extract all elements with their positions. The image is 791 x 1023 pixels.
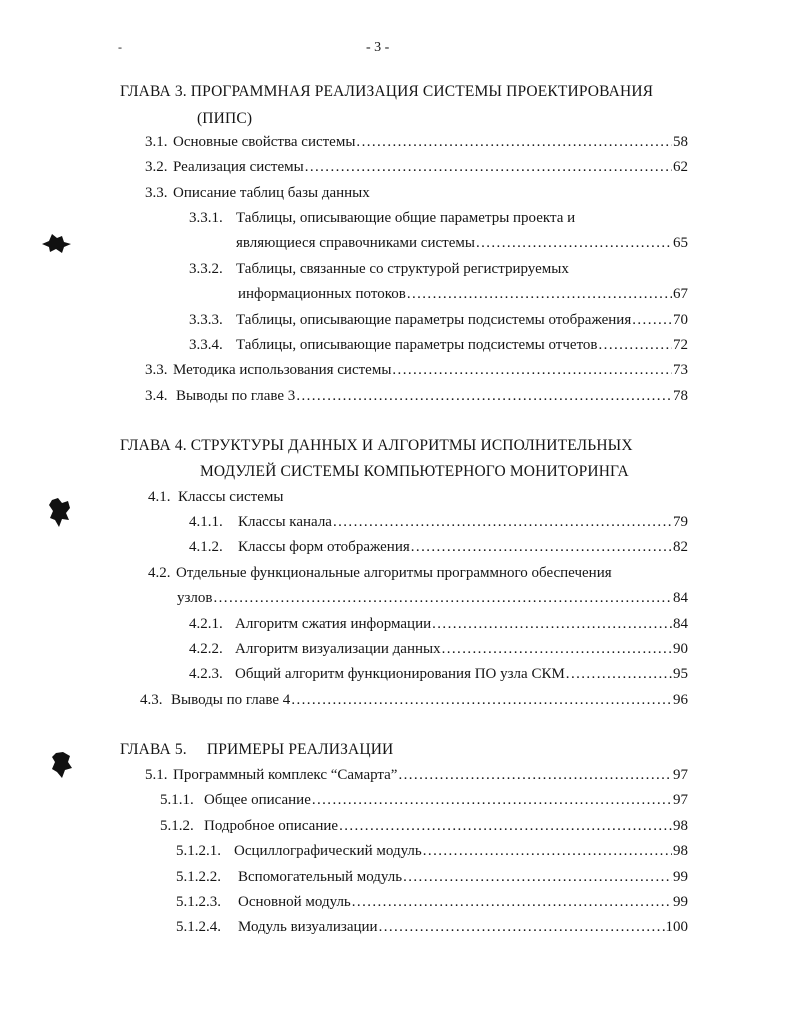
toc-entry-5-1-2-1[interactable] xyxy=(176,843,688,863)
page-number: - 3 - xyxy=(366,40,390,55)
entry-text: Основной модуль xyxy=(238,894,351,910)
dot-leader xyxy=(407,286,672,303)
toc-entry-4-3[interactable] xyxy=(140,692,688,712)
entry-page: 90 xyxy=(673,641,688,657)
entry-number: 4.2.2. xyxy=(189,641,223,657)
entry-number: 5.1.2.1. xyxy=(176,843,221,859)
toc-entry-4-2-cont[interactable] xyxy=(177,590,688,610)
toc-entry-4-1-2[interactable] xyxy=(189,539,688,559)
entry-page: 84 xyxy=(673,616,688,632)
entry-page: 70 xyxy=(673,312,688,328)
entry-number: 4.1.1. xyxy=(189,514,223,530)
toc-entry-4-2[interactable] xyxy=(148,565,612,582)
entry-text: узлов xyxy=(177,590,213,606)
entry-text: Программный комплекс “Самарта” xyxy=(173,767,398,783)
entry-number: 4.2.1. xyxy=(189,616,223,632)
dot-leader xyxy=(398,767,672,784)
entry-number: 5.1.2. xyxy=(160,818,194,834)
entry-page: 100 xyxy=(665,919,688,935)
dot-leader xyxy=(403,869,672,886)
chapter3-title-cont: (ПИПС) xyxy=(197,110,253,127)
toc-entry-5-1-2-2[interactable] xyxy=(176,869,688,889)
toc-entry-3-2[interactable] xyxy=(145,159,688,179)
entry-text: информационных потоков xyxy=(238,286,406,302)
entry-text: Реализация системы xyxy=(173,159,304,175)
entry-number: 3.1. xyxy=(145,134,168,150)
dot-leader xyxy=(411,539,672,556)
dot-leader xyxy=(566,666,672,683)
entry-number: 5.1.1. xyxy=(160,792,194,808)
entry-page: 62 xyxy=(673,159,688,175)
entry-number: 4.1. xyxy=(148,489,171,505)
dot-leader xyxy=(296,388,672,405)
dot-leader xyxy=(476,235,672,252)
entry-page: 72 xyxy=(673,337,688,353)
entry-text: Отдельные функциональные алгоритмы программного обеспечения xyxy=(176,565,612,581)
entry-text: Основные свойства системы xyxy=(173,134,356,150)
toc-entry-5-1-2-3[interactable] xyxy=(176,894,688,914)
chapter4-title-cont: МОДУЛЕЙ СИСТЕМЫ КОМПЬЮТЕРНОГО МОНИТОРИНГА xyxy=(200,463,629,480)
entry-text: Таблицы, описывающие общие параметры проекта и xyxy=(236,210,576,226)
toc-entry-4-1-1[interactable] xyxy=(189,514,688,534)
entry-number: 3.4. xyxy=(145,388,168,404)
dot-leader xyxy=(442,641,672,658)
entry-number: 3.3.4. xyxy=(189,337,223,353)
entry-page: 97 xyxy=(673,792,688,808)
entry-text: Классы системы xyxy=(178,489,284,505)
dot-leader xyxy=(339,818,672,835)
entry-text: Методика использования системы xyxy=(173,362,392,378)
entry-page: 99 xyxy=(673,894,688,910)
entry-number: 4.3. xyxy=(140,692,163,708)
entry-number: 5.1. xyxy=(145,767,168,783)
entry-page: 73 xyxy=(673,362,688,378)
toc-entry-3-3-1[interactable] xyxy=(189,210,575,227)
punch-hole-blot xyxy=(40,230,74,256)
toc-entry-3-3-2-cont[interactable] xyxy=(238,286,688,306)
dot-leader xyxy=(632,312,672,329)
dot-leader xyxy=(432,616,672,633)
toc-entry-5-1[interactable] xyxy=(145,767,688,787)
entry-page: 82 xyxy=(673,539,688,555)
entry-text: Выводы по главе 3 xyxy=(176,388,296,404)
entry-number: 3.2. xyxy=(145,159,168,175)
toc-entry-4-2-1[interactable] xyxy=(189,616,688,636)
entry-text: Таблицы, описывающие параметры подсистемы отчетов xyxy=(236,337,598,353)
toc-entry-3-3-1-cont[interactable] xyxy=(236,235,688,255)
toc-entry-5-1-2-4[interactable] xyxy=(176,919,688,939)
toc-entry-3-3-4[interactable] xyxy=(189,337,688,357)
entry-text: Алгоритм визуализации данных xyxy=(235,641,441,657)
entry-text: Описание таблиц базы данных xyxy=(173,185,370,201)
entry-page: 58 xyxy=(673,134,688,150)
entry-number: 5.1.2.4. xyxy=(176,919,221,935)
toc-entry-3-3-3[interactable] xyxy=(189,312,688,332)
punch-hole-blot xyxy=(48,750,76,780)
entry-page: 95 xyxy=(673,666,688,682)
entry-text: Таблицы, связанные со структурой регистрируемых xyxy=(236,261,569,277)
toc-entry-3-3-2[interactable] xyxy=(189,261,569,278)
chapter5-title: ГЛАВА 5. ПРИМЕРЫ РЕАЛИЗАЦИИ xyxy=(120,741,394,758)
dot-leader xyxy=(352,894,672,911)
dot-leader xyxy=(291,692,672,709)
entry-number: 5.1.2.2. xyxy=(176,869,221,885)
chapter4-title: ГЛАВА 4. СТРУКТУРЫ ДАННЫХ И АЛГОРИТМЫ ИСПОЛНИТЕЛЬНЫХ xyxy=(120,437,633,454)
dot-leader xyxy=(305,159,672,176)
entry-number: 4.1.2. xyxy=(189,539,223,555)
chapter3-title: ГЛАВА 3. ПРОГРАММНАЯ РЕАЛИЗАЦИЯ СИСТЕМЫ ПРОЕКТИРОВАНИЯ xyxy=(120,83,654,100)
dot-leader xyxy=(392,362,672,379)
toc-entry-3-1[interactable] xyxy=(145,134,688,154)
toc-entry-4-2-2[interactable] xyxy=(189,641,688,661)
dot-leader xyxy=(312,792,672,809)
dot-leader xyxy=(423,843,672,860)
entry-page: 79 xyxy=(673,514,688,530)
entry-page: 98 xyxy=(673,843,688,859)
toc-entry-4-2-3[interactable] xyxy=(189,666,688,686)
entry-number: 4.2. xyxy=(148,565,171,581)
toc-entry-3-3b[interactable] xyxy=(145,362,688,382)
entry-text: Подробное описание xyxy=(204,818,339,834)
entry-page: 84 xyxy=(673,590,688,606)
entry-text: Выводы по главе 4 xyxy=(171,692,291,708)
entry-page: 96 xyxy=(673,692,688,708)
entry-number: 3.3. xyxy=(145,362,168,378)
entry-text: Модуль визуализации xyxy=(238,919,378,935)
entry-text: Общий алгоритм функционирования ПО узла СКМ xyxy=(235,666,565,682)
entry-page: 97 xyxy=(673,767,688,783)
dot-leader xyxy=(379,919,665,936)
entry-number: 3.3.3. xyxy=(189,312,223,328)
entry-text: Алгоритм сжатия информации xyxy=(235,616,432,632)
dot-leader xyxy=(333,514,672,531)
entry-text: Осциллографический модуль xyxy=(234,843,422,859)
toc-entry-3-4[interactable] xyxy=(145,388,688,408)
header-tick: - xyxy=(118,40,122,54)
entry-text: Классы канала xyxy=(238,514,332,530)
punch-hole-blot xyxy=(46,496,74,530)
entry-page: 98 xyxy=(673,818,688,834)
toc-entry-3-3[interactable] xyxy=(145,185,370,202)
entry-number: 3.3.2. xyxy=(189,261,223,277)
toc-entry-5-1-2[interactable] xyxy=(160,818,688,838)
dot-leader xyxy=(214,590,673,607)
entry-text: Классы форм отображения xyxy=(238,539,410,555)
toc-entry-4-1[interactable] xyxy=(148,489,283,506)
entry-page: 99 xyxy=(673,869,688,885)
entry-number: 3.3.1. xyxy=(189,210,223,226)
entry-number: 4.2.3. xyxy=(189,666,223,682)
toc-entry-5-1-1[interactable] xyxy=(160,792,688,812)
entry-text: являющиеся справочниками системы xyxy=(236,235,475,251)
entry-text: Таблицы, описывающие параметры подсистемы отображения xyxy=(236,312,632,328)
entry-number: 5.1.2.3. xyxy=(176,894,221,910)
dot-leader xyxy=(599,337,672,354)
entry-page: 67 xyxy=(673,286,688,302)
entry-page: 78 xyxy=(673,388,688,404)
entry-number: 3.3. xyxy=(145,185,168,201)
entry-text: Общее описание xyxy=(204,792,311,808)
entry-text: Вспомогательный модуль xyxy=(238,869,403,885)
dot-leader xyxy=(356,134,672,151)
entry-page: 65 xyxy=(673,235,688,251)
